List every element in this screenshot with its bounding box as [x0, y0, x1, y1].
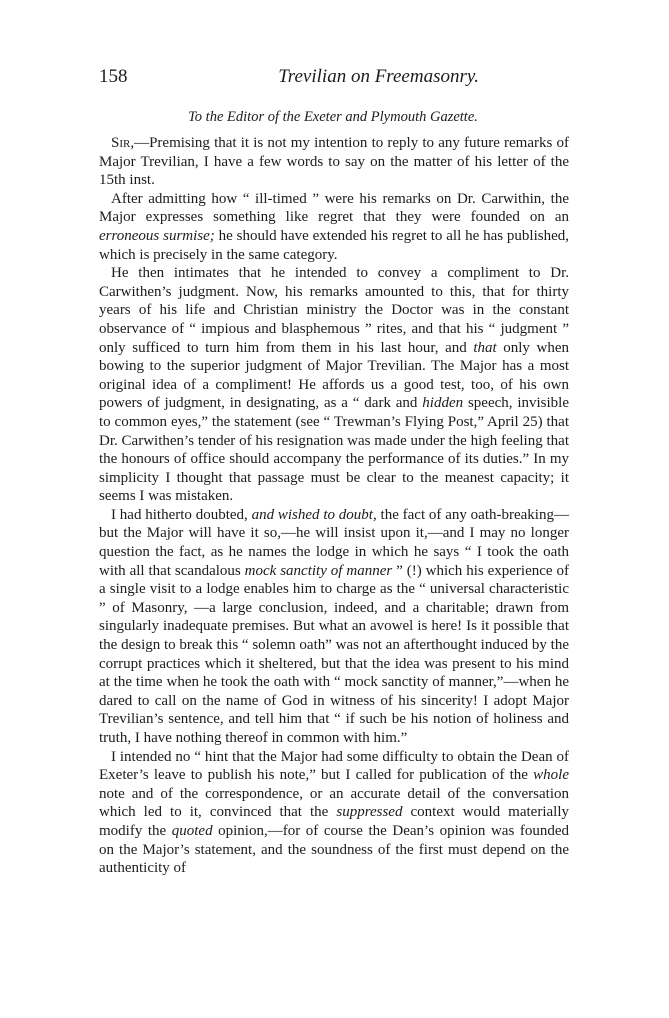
paragraph-text: I intended no “ hint that the Major had some difficulty to obtain the Dean of Exeter’s leave to publish his note,” but I called for publication of the: [99, 748, 569, 784]
page-header: [99, 66, 567, 92]
salutation: Sir,: [111, 135, 135, 151]
emphasis-text: suppressed: [336, 804, 403, 821]
running-title: Trevilian on Freemasonry.: [278, 66, 479, 87]
page-number: 158: [99, 66, 128, 87]
paragraph-text: note and of the correspondence, or an accurate detail of the conversation which led to it, convinced that the: [99, 785, 569, 821]
paragraph-text: he should have extended his regret to all he has published, which is precisely in the same category.: [99, 227, 569, 263]
paragraph-3: [99, 264, 569, 506]
emphasis-text: whole: [533, 767, 569, 784]
paragraph-4: [99, 506, 569, 748]
paragraph-text: After admitting how “ ill-timed ” were his remarks on Dr. Carwithin, the Major expresses something like regret that they were founded on an: [99, 190, 569, 226]
letter-heading: To the Editor of the Exeter and Plymouth Gazette.: [188, 109, 478, 125]
paragraph-5: [99, 748, 569, 878]
paragraph-text: He then intimates that he intended to convey a compliment to Dr. Carwithen’s judgment. Now, his remarks amounted to this, that for thirty years of his life and Christian ministry the Doctor was in the constant observance of “ impious and blasphemous ” rites, and that his “ judgment ” only sufficed to turn him from them in his last hour, and: [99, 265, 569, 356]
paragraph-1: [99, 134, 569, 190]
paragraph-text: context would materially modify the: [99, 804, 569, 839]
paragraph-text: speech, invisible to common eyes,” the statement (see “ Trewman’s Flying Post,” April 25) that Dr. Carwithen’s tender of his resignation was made under the high feeling that the honours of office should accompany the performance of its duties.” In my simplicity I thought that passage must be clear to the meanest capacity; it seems I was mistaken.: [99, 395, 570, 505]
paragraph-2: [99, 190, 569, 264]
emphasis-text: that: [473, 339, 497, 356]
paragraph-text: only when bowing to the superior judgment of Major Trevilian. The Major has a most original idea of a compliment! He affords us a good test, too, of his own powers of judgment, in designating, as a “ dark and: [99, 339, 569, 412]
emphasis-text: quoted: [171, 822, 213, 839]
emphasis-text: mock sanctity of manner: [244, 562, 393, 579]
letter-body: [99, 134, 569, 878]
emphasis-text: erroneous surmise;: [99, 227, 215, 244]
paragraph-text: I had hitherto doubted,: [111, 506, 252, 523]
emphasis-text: hidden: [422, 395, 464, 412]
emphasis-text: and wished to doubt,: [251, 506, 377, 523]
paragraph-text: opinion,—for of course the Dean’s opinion was founded on the Major’s statement, and the soundness of the first must depend on the authenticity of: [99, 822, 570, 877]
paragraph-text: —Premising that it is not my intention to reply to any future remarks of Major Trevilian, I have a few words to say on the matter of his letter of the 15th inst.: [99, 135, 569, 189]
paragraph-text: the fact of any oath-breaking—but the Major will have it so,—he will insist upon it,—and I may no longer question the fact, as he names the lodge in which he says “ I took the oath with all that scandalous: [99, 506, 569, 579]
paragraph-text: ” (!) which his experience of a single visit to a lodge enables him to charge as the “ universal characteristic ” of Masonry, —a large conclusion, indeed, and a charitable; drawn from singularly inadequate premises. But what an avowel is here! Is it possible that the design to break this “ solemn oath” was not an afterthought induced by the corrupt practices which it sheltered, but that the idea was present to his mind at the time when he took the oath with “ mock sanctity of manner,”—when he dared to call on the name of God in witness of his sincerity! I adopt Major Trevilian’s sentence, and tell him that “ if such be his notion of holiness and truth, I have nothing thereof in common with him.”: [99, 562, 569, 746]
